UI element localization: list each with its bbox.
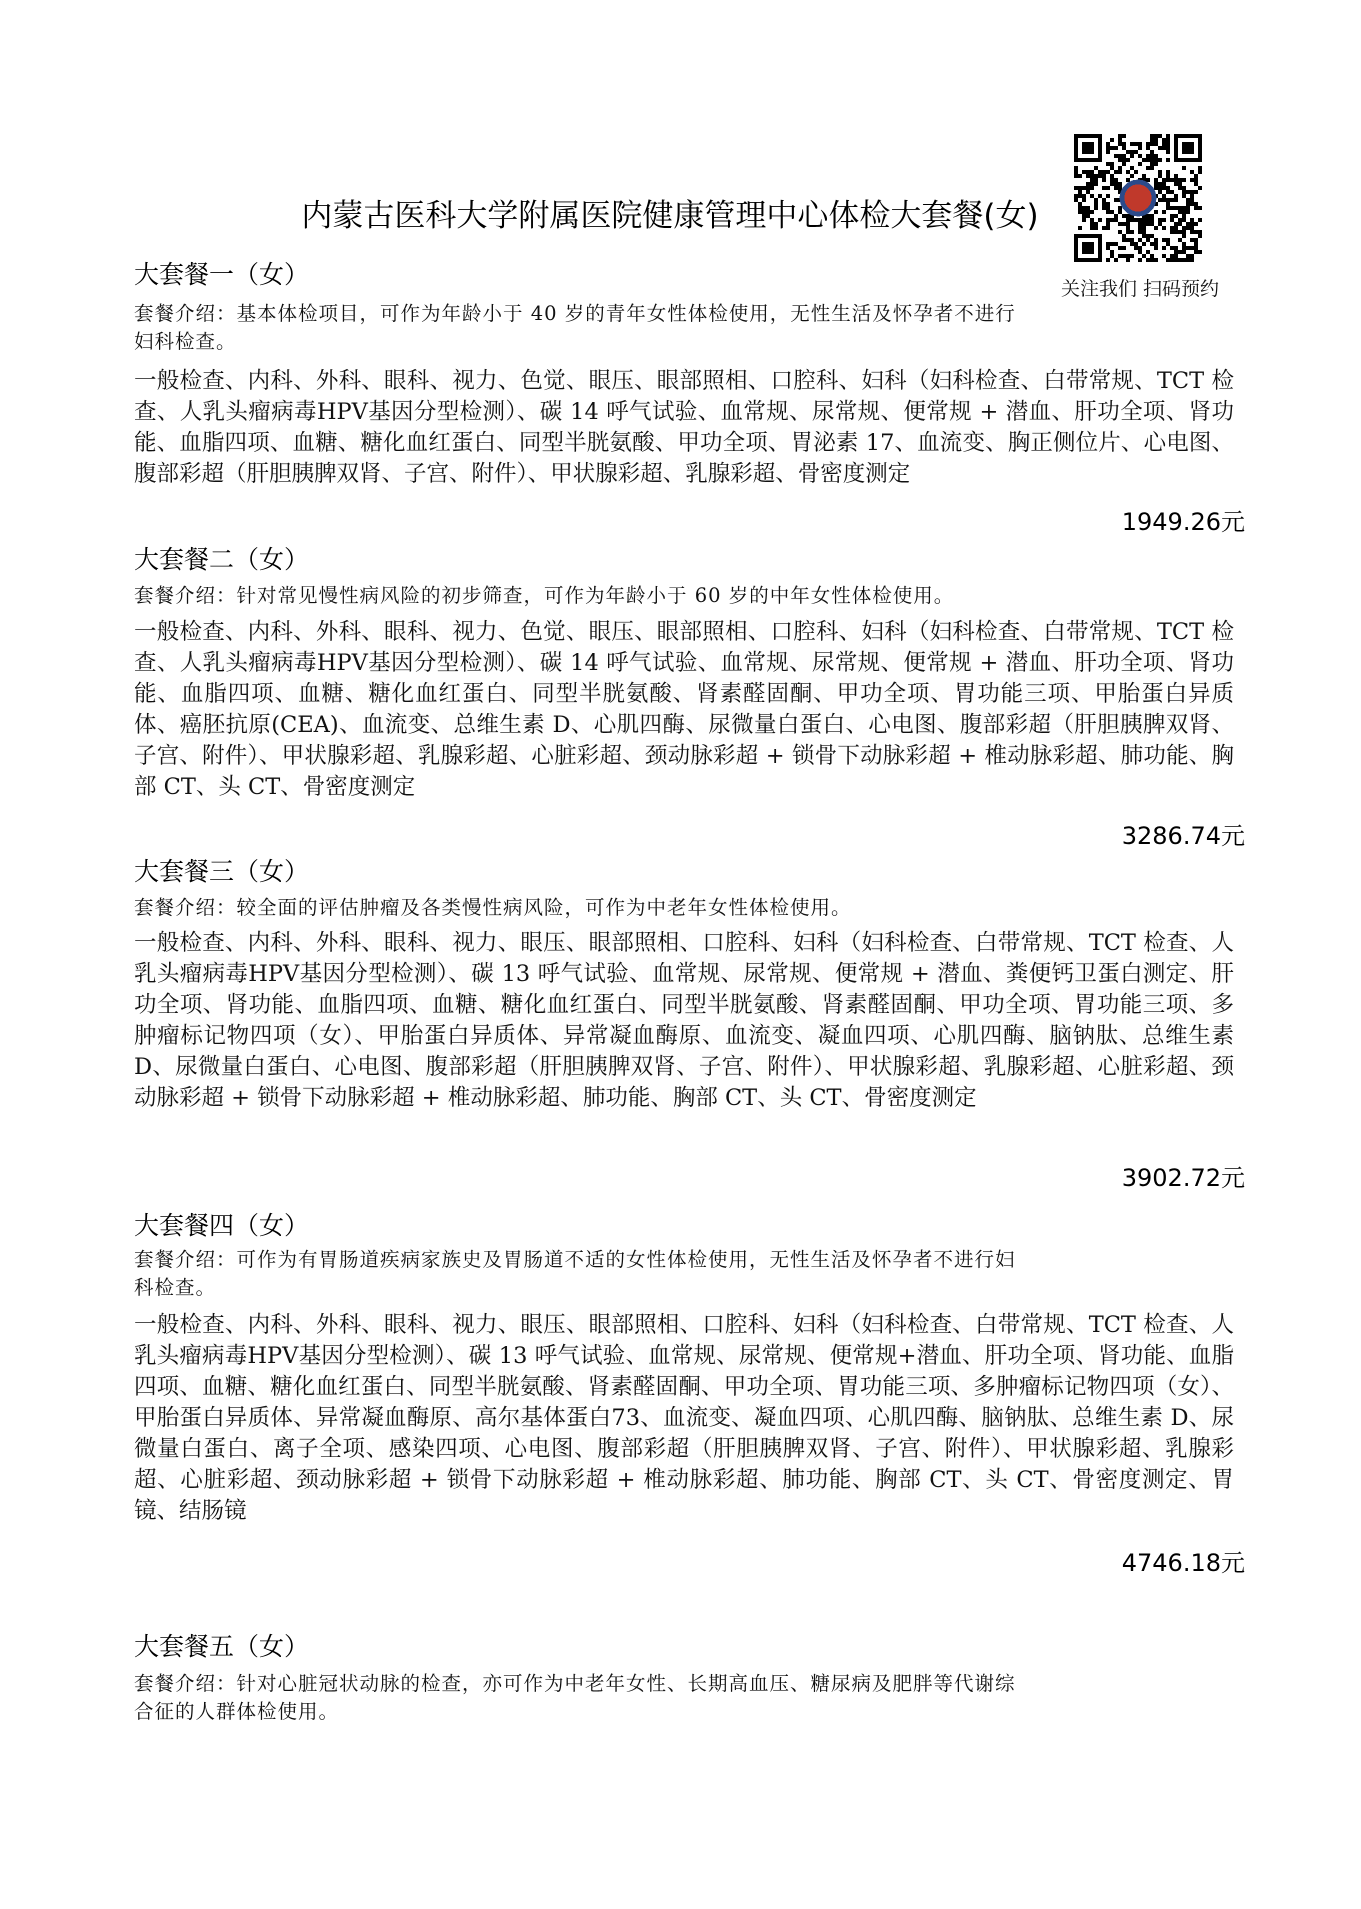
package-price: 1949.26元 bbox=[1121, 508, 1245, 536]
package-intro: 套餐介绍：可作为有胃肠道疾病家族史及胃肠道不适的女性体检使用，无性生活及怀孕者不进行妇科检查。 bbox=[134, 1248, 1016, 1299]
package-title: 大套餐五（女） bbox=[134, 1632, 310, 1661]
qr-caption: 关注我们 扫码预约 bbox=[1060, 278, 1220, 300]
package-price: 3902.72元 bbox=[1121, 1164, 1245, 1192]
package-title: 大套餐一（女） bbox=[134, 260, 310, 289]
package-title: 大套餐二（女） bbox=[134, 545, 310, 574]
page-title: 内蒙古医科大学附属医院健康管理中心体检大套餐(女) bbox=[301, 198, 1039, 234]
package-price: 3286.74元 bbox=[1121, 822, 1245, 850]
package-intro: 套餐介绍：针对常见慢性病风险的初步筛查，可作为年龄小于 60 岁的中年女性体检使用。 bbox=[134, 584, 955, 607]
qr-code[interactable] bbox=[1074, 134, 1202, 262]
package-intro: 套餐介绍：较全面的评估肿瘤及各类慢性病风险，可作为中老年女性体检使用。 bbox=[134, 896, 852, 919]
package-items: 一般检查、内科、外科、眼科、视力、色觉、眼压、眼部照相、口腔科、妇科（妇科检查、白带常规、TCT 检查、人乳头瘤病毒HPV基因分型检测）、碳 14 呼气试验、血常规、尿常规、便常规 + 潜血、肝功全项、肾功能、血脂四项、血糖、糖化血红蛋白、同型半胱氨酸、甲功全项、胃泌素 17、血流变、胸正侧位片、心电图、腹部彩超（肝胆胰脾双肾、子宫、附件）、甲状腺彩超、乳腺彩超、骨密度测定 bbox=[134, 368, 1234, 487]
package-items: 一般检查、内科、外科、眼科、视力、眼压、眼部照相、口腔科、妇科（妇科检查、白带常规、TCT 检查、人乳头瘤病毒HPV基因分型检测）、碳 13 呼气试验、血常规、尿常规、便常规 + 潜血、粪便钙卫蛋白测定、肝功全项、肾功能、血脂四项、血糖、糖化血红蛋白、同型半胱氨酸、肾素醛固酮、甲功全项、胃功能三项、多肿瘤标记物四项（女）、甲胎蛋白异质体、异常凝血酶原、血流变、凝血四项、心肌四酶、脑钠肽、总维生素 D、尿微量白蛋白、心电图、腹部彩超（肝胆胰脾双肾、子宫、附件）、甲状腺彩超、乳腺彩超、心脏彩超、颈动脉彩超 + 锁骨下动脉彩超 + 椎动脉彩超、肺功能、胸部 CT、头 CT、骨密度测定 bbox=[134, 930, 1234, 1111]
package-title: 大套餐三（女） bbox=[134, 857, 310, 886]
package-price: 4746.18元 bbox=[1121, 1549, 1245, 1577]
package-items: 一般检查、内科、外科、眼科、视力、色觉、眼压、眼部照相、口腔科、妇科（妇科检查、白带常规、TCT 检查、人乳头瘤病毒HPV基因分型检测）、碳 14 呼气试验、血常规、尿常规、便常规 + 潜血、肝功全项、肾功能、血脂四项、血糖、糖化血红蛋白、同型半胱氨酸、肾素醛固酮、甲功全项、胃功能三项、甲胎蛋白异质体、癌胚抗原(CEA)、血流变、总维生素 D、心肌四酶、尿微量白蛋白、心电图、腹部彩超（肝胆胰脾双肾、子宫、附件）、甲状腺彩超、乳腺彩超、心脏彩超、颈动脉彩超 + 锁骨下动脉彩超 + 椎动脉彩超、肺功能、胸部 CT、头 CT、骨密度测定 bbox=[134, 619, 1234, 800]
package-intro: 套餐介绍：基本体检项目，可作为年龄小于 40 岁的青年女性体检使用，无性生活及怀孕者不进行妇科检查。 bbox=[134, 302, 1016, 353]
package-title: 大套餐四（女） bbox=[134, 1211, 310, 1240]
package-items: 一般检查、内科、外科、眼科、视力、眼压、眼部照相、口腔科、妇科（妇科检查、白带常规、TCT 检查、人乳头瘤病毒HPV基因分型检测）、碳 13 呼气试验、血常规、尿常规、便常规+潜血、肝功全项、肾功能、血脂四项、血糖、糖化血红蛋白、同型半胱氨酸、肾素醛固酮、甲功全项、胃功能三项、多肿瘤标记物四项（女）、甲胎蛋白异质体、异常凝血酶原、高尔基体蛋白73、血流变、凝血四项、心肌四酶、脑钠肽、总维生素 D、尿微量白蛋白、离子全项、感染四项、心电图、腹部彩超（肝胆胰脾双肾、子宫、附件）、甲状腺彩超、乳腺彩超、心脏彩超、颈动脉彩超 + 锁骨下动脉彩超 + 椎动脉彩超、肺功能、胸部 CT、头 CT、骨密度测定、胃镜、结肠镜 bbox=[134, 1312, 1234, 1524]
package-intro: 套餐介绍：针对心脏冠状动脉的检查，亦可作为中老年女性、长期高血压、糖尿病及肥胖等代谢综合征的人群体检使用。 bbox=[134, 1672, 1016, 1723]
